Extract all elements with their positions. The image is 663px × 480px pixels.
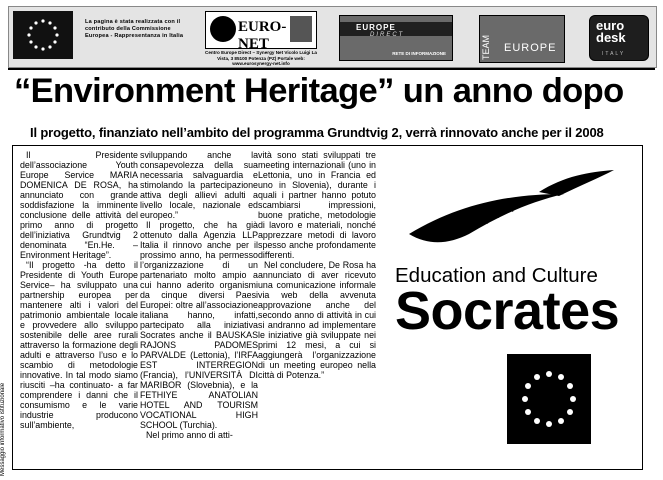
eurodesk-logo xyxy=(589,15,649,61)
eurodesk-name: euro desk xyxy=(596,18,626,45)
col2-paragraph-1: sviluppando anche la consapevolezza della sua necessaria salvaguardia e stimolando la partecipazione attiva degli allievi adulti a livello locale, nazionale ed europeo.” xyxy=(140,150,258,220)
eu-contribution-text: La pagina è stata realizzata con il contributo della Commissione Europea - Rappresentanza in Italia xyxy=(85,19,184,40)
header-banner xyxy=(8,6,657,68)
europe-direct-word: EUROPE xyxy=(356,23,396,32)
socrates-image xyxy=(385,156,637,464)
article-subtitle: Il progetto, finanziato nell’ambito del programma Grundtvig 2, verrà rinnovato anche per il 2008 xyxy=(30,125,604,140)
education-culture-text: Education and Culture xyxy=(395,264,598,287)
europe-direct-logo xyxy=(339,15,453,61)
euronet-logo xyxy=(205,11,317,52)
article-column-2 xyxy=(140,150,258,440)
col2-paragraph-3: Nel primo anno di atti- xyxy=(146,430,233,440)
euronet-mark-icon xyxy=(210,16,236,42)
col3-paragraph-1: vità sono stati sviluppati tre meeting internazionali (uno in Lettonia, uno in Francia ed uno in Slovenia), durante i quali i partner hanno potuto scambiarsi impressioni, buone pratiche, metodologie di lavoro e materiali, nonché apprezzare metodi di lavoro spesso anche profondamente differenti. xyxy=(258,150,376,260)
col1-paragraph-2: “Il progetto -ha detto il Presidente di Youth Europe Service– ha sviluppato una partnership europea per mantenere alti i valori del patrimonio ambientale locale e provvedere allo sviluppo sostenibile delle aree rurali attraverso la formazione degli adulti e attraverso l’uso e lo scambio di metodologie innovative. In tal modo siamo riusciti –ha continuato- a far comprendere i danni che il consumismo e le varie industrie producono sull’ambiente, xyxy=(20,260,138,430)
euronet-name: EURO-NET xyxy=(238,19,287,52)
team-word: TEAM xyxy=(481,34,491,60)
side-label-text: Messaggio informativo istituzionale xyxy=(0,382,6,476)
europe-direct-direct: DIRECT xyxy=(370,32,405,38)
article-column-1 xyxy=(20,150,138,430)
socrates-text: Socrates xyxy=(395,281,620,341)
side-label xyxy=(0,360,10,476)
article-column-3 xyxy=(258,150,376,380)
euronet-address: Centro Europe Direct – Synergy Net Vicolo Luigi La Vista, 3 85100 Potenza (PZ) Portale web: www.eurosynergy-net.info xyxy=(205,50,317,66)
col3-paragraph-2: Nel concludere, De Rosa ha annunciato di aver ricevuto una comunicazione informale via web della avvenuta approvazione anche del secondo anno di attività in cui si andranno ad implementare le iniziative già sviluppate nei primi 12 mesi, a cui si aggiungerà l’organizzazione di un meeting europeo nella città di Potenza.” xyxy=(258,260,376,380)
eu-flag-icon xyxy=(507,354,591,444)
eurodesk-country: ITALY xyxy=(602,51,626,57)
team-europe-word: EUROPE xyxy=(504,42,557,54)
eu-flag-logo xyxy=(13,11,73,59)
europe-direct-rete: RETE DI INFORMAZIONE xyxy=(392,51,446,56)
header-divider xyxy=(8,68,655,70)
article-title: “Environment Heritage” un anno dopo xyxy=(14,72,624,110)
euronet-flag-icon xyxy=(290,16,312,42)
col2-paragraph-2: Il progetto, che ha già ottenuto dalla Agenzia LLP Italia il rinnovo anche per il prossimo anno, ha permesso l’organizzazione di un partenariato molto ampio a cui hanno aderito organismi da cinque diversi Paesi Europei: oltre all’associazione italiana hanno, infatti, partecipato alla iniziativa Socrates anche il BAUSKAS RAJONS PADOMES PARVALDE (Lettonia), l’IRFA EST INTERREGION (Francia), l’UNIVERSITÀ DI MARIBOR (Slovebnia), e la FETHIYE ANATOLIAN HOTEL AND TOURISM VOCATIONAL HIGH SCHOOL (Turchia). xyxy=(140,220,258,430)
swoosh-birds-icon xyxy=(389,164,629,254)
team-europe-logo xyxy=(479,15,565,63)
col1-paragraph-1: Il Presidente dell’associazione Youth Europe Service MARIA DOMENICA DE ROSA, ha annunciato con grande soddisfazione la imminente conclusione delle attività del primo anno di progetto dell’iniziativa Grundtvig 2 denominata “En.He. – Environment Heritage”. xyxy=(20,150,138,260)
